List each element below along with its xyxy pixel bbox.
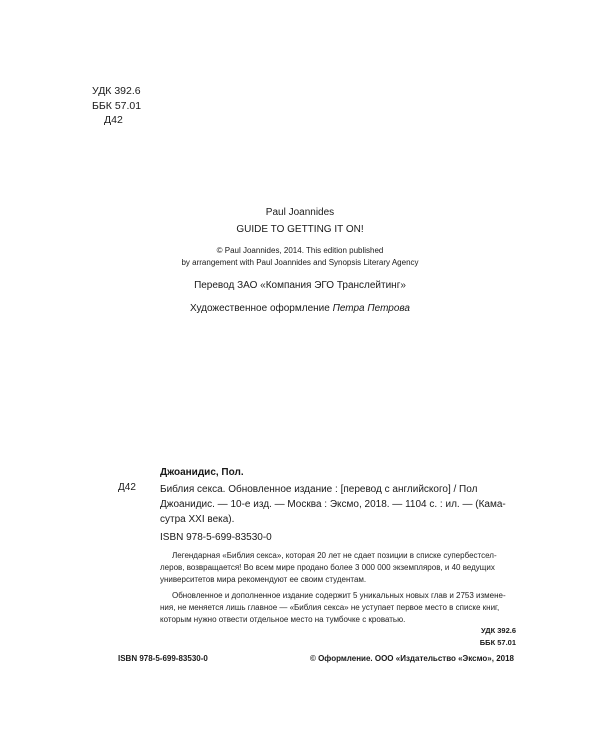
annotation-line: университетов мира рекомендуют ее своим студентам. [160,575,367,585]
classification-codes-bottom [480,625,516,649]
translation-credit: Перевод ЗАО «Компания ЭГО Транслейтинг» [194,280,406,291]
annotation-line: Обновленное и дополненное издание содержит 5 уникальных новых глав и 2753 измене- [172,591,506,600]
bbk-code: ББК 57.01 [479,638,516,647]
footer-copyright: © Оформление. ООО «Издательство «Эксмо», 2018 [309,654,514,663]
catalog-author-mark: Д42 [118,482,136,493]
catalog-line: сутра XXI века). [160,514,235,525]
catalog-description [160,482,515,527]
classification-codes-top [92,84,141,128]
udk-code: УДК 392.6 [480,626,516,635]
annotation-paragraph-2 [160,590,520,627]
annotation-line: ния, не меняется лишь главное — «Библия секса» не уступает первое место в списке книг, [160,603,500,613]
art-credit [0,303,600,314]
catalog-line: Библия секса. Обновленное издание : [перевод с английского] / Пол [160,484,478,495]
annotation-line: которым нужно отвести отдельное место на тумбочке с кроватью. [160,615,406,625]
copyright-line: by arrangement with Paul Joannides and Synopsis Literary Agency [181,258,419,267]
art-credit-label: Художественное оформление [190,303,333,314]
annotation-line: леров, возвращается! Во всем мире продано более 3 000 000 экземпляров, и 40 ведущих [160,563,495,573]
copyright-notice [0,245,600,269]
bbk-code: ББК 57.01 [92,99,142,112]
catalog-line: Джоанидис. — 10-е изд. — Москва : Эксмо, 2018. — 1104 с. : ил. — (Кама- [160,499,506,510]
udk-code: УДК 392.6 [92,85,141,97]
original-title: GUIDE TO GETTING IT ON! [236,224,364,235]
catalog-isbn: ISBN 978-5-699-83530-0 [160,532,272,543]
annotation-paragraph-1 [160,550,520,587]
author-mark: Д42 [104,114,123,126]
artist-name: Петра Петрова [332,303,410,314]
annotation-line: Легендарная «Библия секса», которая 20 лет не сдает позиции в списке супербестсел- [172,551,497,560]
original-author: Paul Joannides [265,207,335,218]
copyright-line: © Paul Joannides, 2014. This edition published [216,246,384,255]
footer-isbn: ISBN 978-5-699-83530-0 [118,654,208,663]
catalog-author: Джоанидис, Пол. [160,467,244,478]
